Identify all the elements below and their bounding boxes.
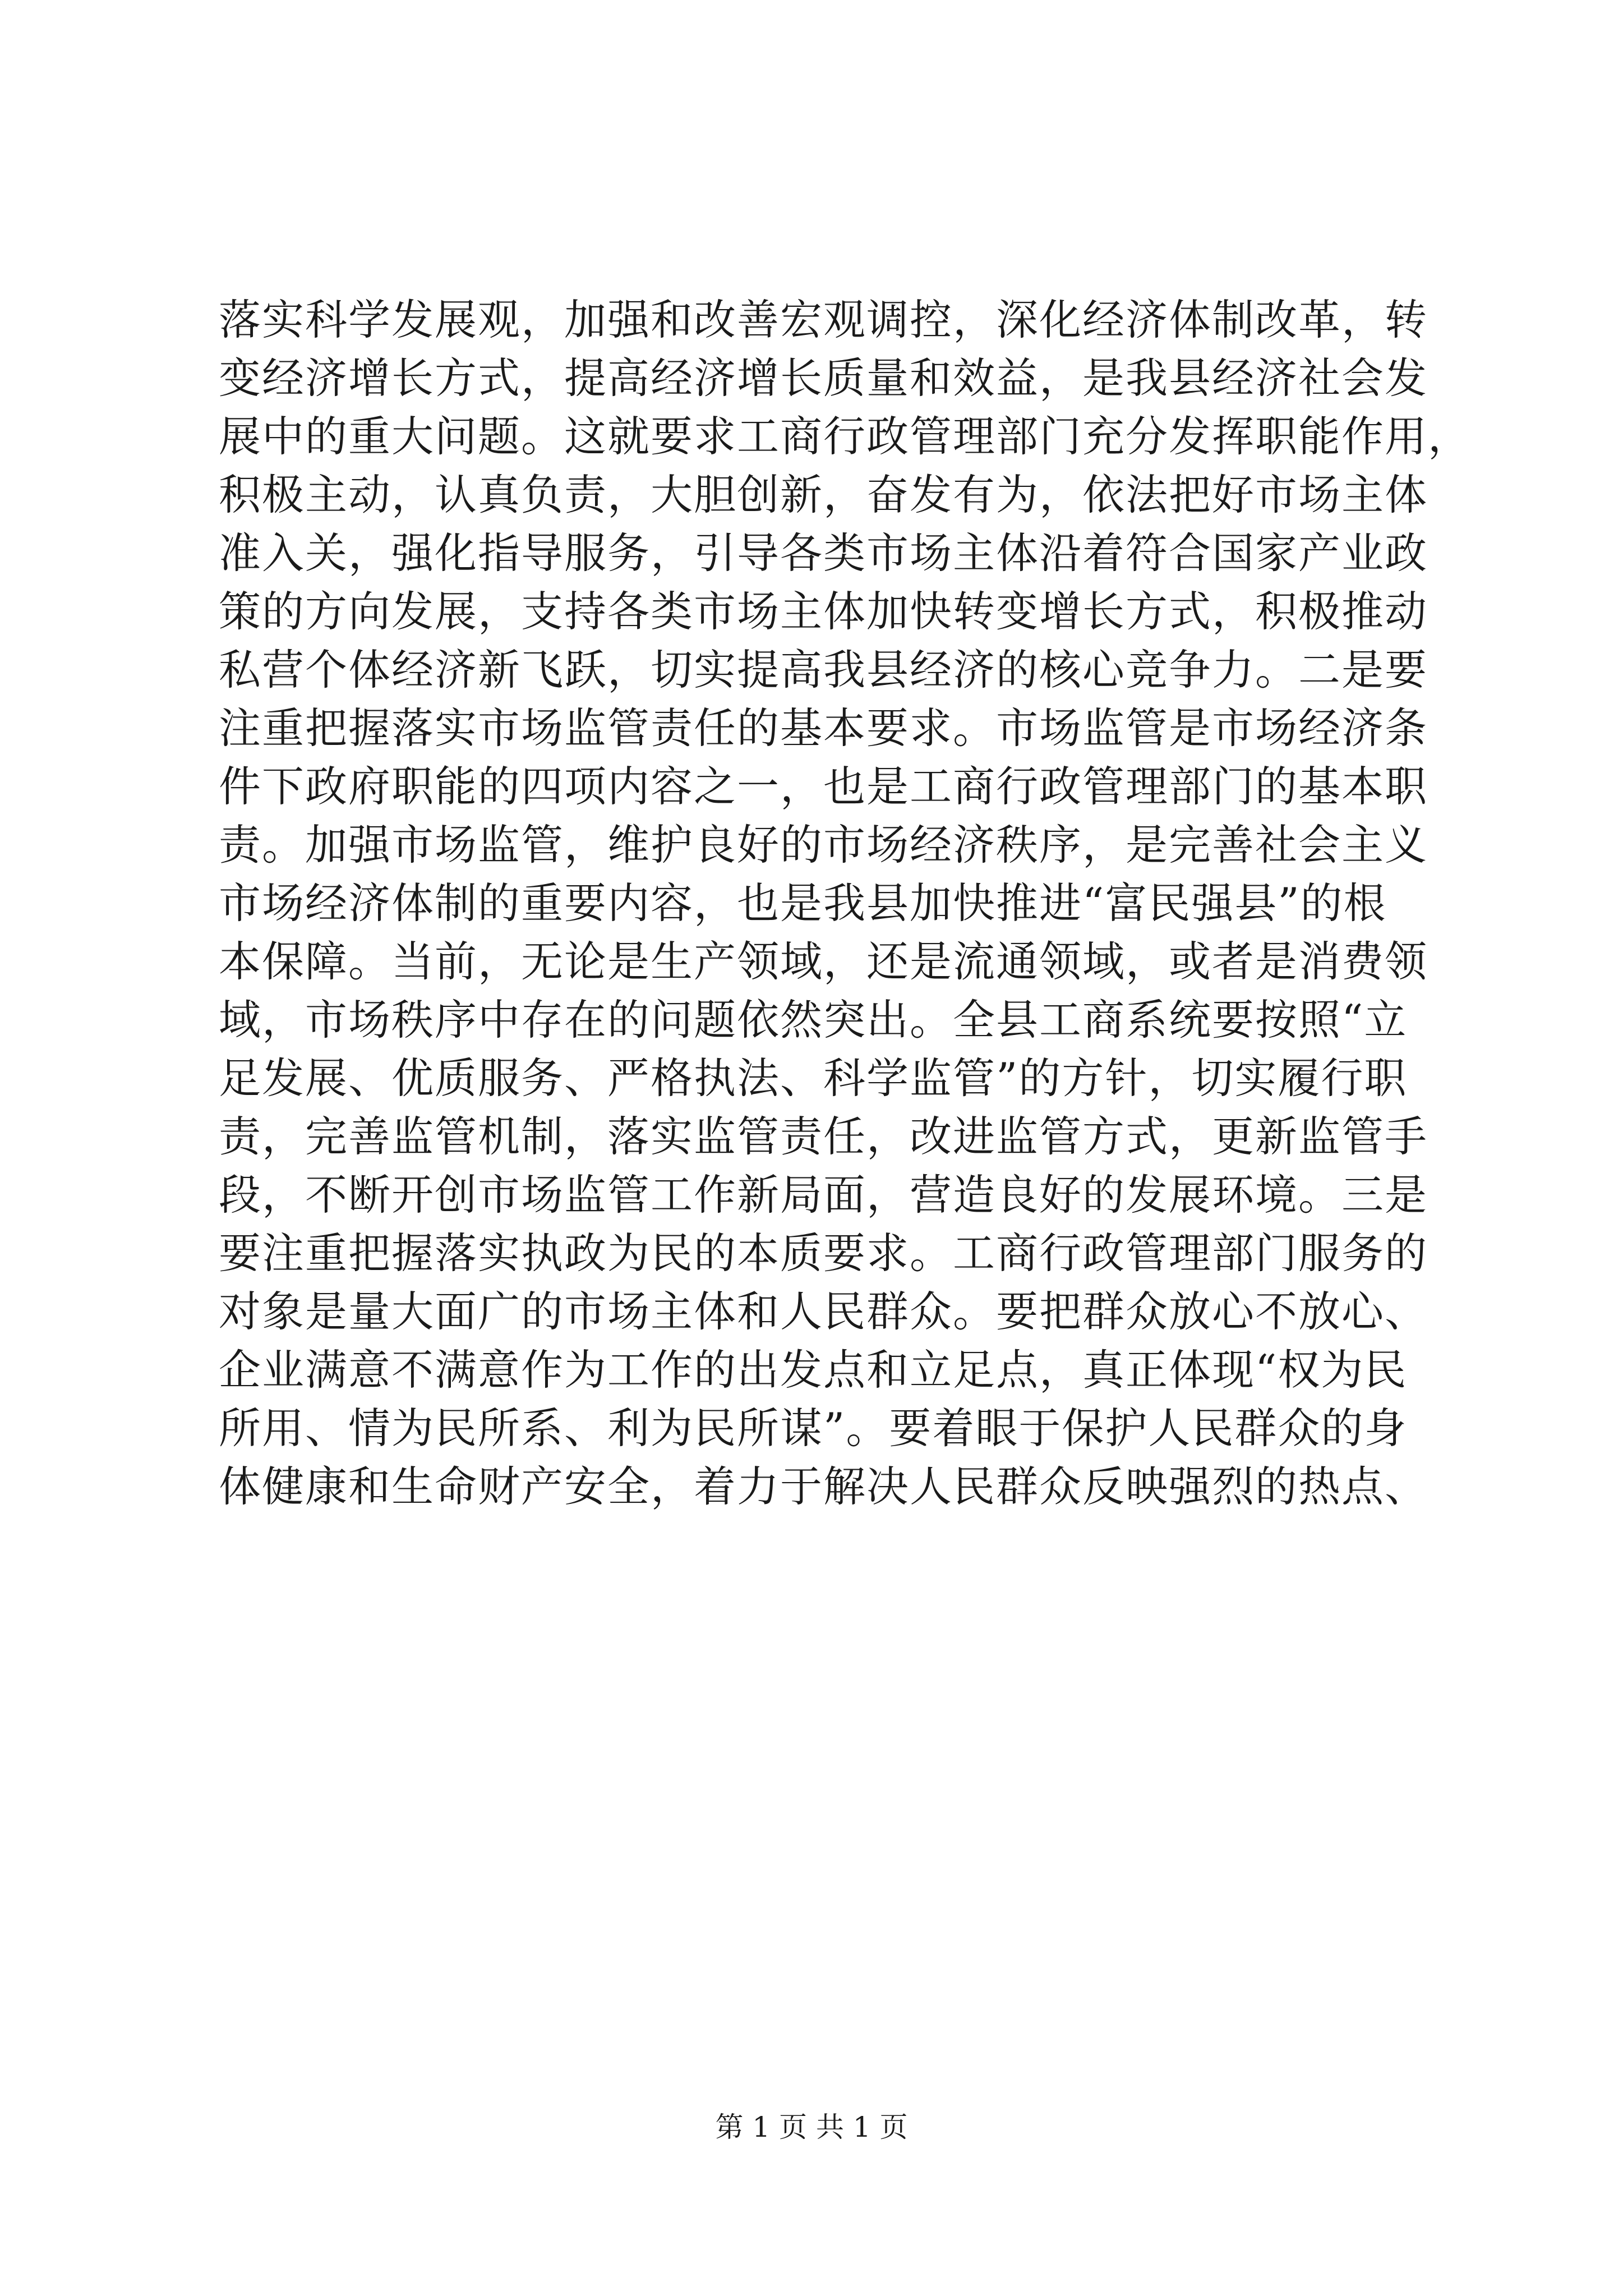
text-line: 本保障。当前，无论是生产领域，还是流通领域，或者是消费领 xyxy=(219,937,1428,986)
page-footer: 第 1 页 共 1 页 xyxy=(715,2111,908,2143)
text-line: 域，市场秩序中存在的问题依然突出。全县工商系统要按照“立 xyxy=(219,995,1408,1045)
text-line: 变经济增长方式，提高经济增长质量和效益，是我县经济社会发 xyxy=(219,353,1428,403)
text-line: 所用、情为民所系、利为民所谋”。要着眼于保护人民群众的身 xyxy=(219,1404,1408,1453)
text-line: 体健康和生命财产安全，着力于解决人民群众反映强烈的热点、 xyxy=(219,1462,1428,1511)
text-line: 准入关，强化指导服务，引导各类市场主体沿着符合国家产业政 xyxy=(219,528,1428,578)
text-line: 要注重把握落实执政为民的本质要求。工商行政管理部门服务的 xyxy=(219,1228,1428,1278)
text-line: 注重把握落实市场监管责任的基本要求。市场监管是市场经济条 xyxy=(219,703,1428,753)
text-line: 责。加强市场监管，维护良好的市场经济秩序，是完善社会主义 xyxy=(219,820,1428,869)
text-line: 私营个体经济新飞跃，切实提高我县经济的核心竞争力。二是要 xyxy=(219,645,1428,694)
text-line: 市场经济体制的重要内容，也是我县加快推进“富民强县”的根 xyxy=(219,878,1387,928)
text-line: 段，不断开创市场监管工作新局面，营造良好的发展环境。三是 xyxy=(219,1170,1428,1220)
text-line: 件下政府职能的四项内容之一，也是工商行政管理部门的基本职 xyxy=(219,762,1428,811)
text-line: 积极主动，认真负责，大胆创新，奋发有为，依法把好市场主体 xyxy=(219,470,1428,519)
text-line: 责，完善监管机制，落实监管责任，改进监管方式，更新监管手 xyxy=(219,1112,1428,1161)
body-text xyxy=(219,291,1475,1516)
text-line: 企业满意不满意作为工作的出发点和立足点，真正体现“权为民 xyxy=(219,1345,1408,1395)
text-line: 对象是量大面广的市场主体和人民群众。要把群众放心不放心、 xyxy=(219,1287,1428,1336)
text-line: 落实科学发展观，加强和改善宏观调控，深化经济体制改革，转 xyxy=(219,295,1428,344)
text-line: 展中的重大问题。这就要求工商行政管理部门充分发挥职能作用， xyxy=(219,412,1472,461)
text-line: 足发展、优质服务、严格执法、科学监管”的方针，切实履行职 xyxy=(219,1053,1408,1103)
text-line: 策的方向发展，支持各类市场主体加快转变增长方式，积极推动 xyxy=(219,587,1428,636)
